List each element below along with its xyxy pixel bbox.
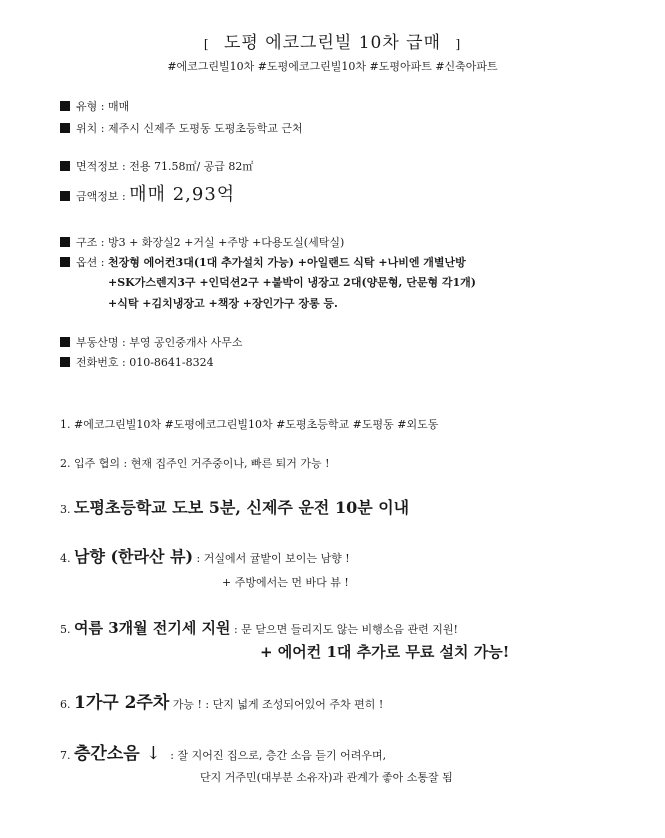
point-4: 4. 남향 (한라산 뷰) : 거실에서 귤밭이 보이는 남향 ! — [60, 547, 350, 566]
price-value: 매매 2,93억 — [129, 184, 236, 205]
bullet-square-icon — [60, 161, 70, 171]
point-5: 5. 여름 3개월 전기세 지원 : 문 닫으면 들리지도 않는 비행소음 관련 지원! — [60, 619, 458, 637]
point-1: 1. #에코그린빌10차 #도평에코그린빌10차 #도평초등학교 #도평동 #외도동 — [60, 418, 439, 431]
info-options-line2: +SK가스렌지3구 +인덕션2구 +붙박이 냉장고 2대(양문형, 단문형 각1개) — [108, 276, 477, 289]
info-area: 면적정보 : 전용 71.58㎡/ 공급 82㎡ — [60, 158, 253, 174]
point-4-line2: + 주방에서는 먼 바다 뷰 ! — [222, 576, 349, 589]
bullet-square-icon — [60, 123, 70, 133]
info-phone: 전화번호 : 010-8641-8324 — [60, 354, 214, 370]
point-7: 7. 층간소음 ↓ : 잘 지어진 집으로, 층간 소음 듣기 어려우며, — [60, 743, 387, 764]
bullet-square-icon — [60, 257, 70, 267]
info-options: 옵션 : 천장형 에어컨3대(1대 추가설치 가능) +아일랜드 식탁 +나비엔 개별난방 — [60, 254, 466, 270]
bullet-square-icon — [60, 357, 70, 367]
title-bracket-right: ] — [455, 37, 462, 51]
point-6: 6. 1가구 2주차 가능 ! : 단지 넓게 조성되어있어 주차 편히 ! — [60, 693, 384, 713]
hashtags: #에코그린빌10차 #도평에코그린빌10차 #도평아파트 #신축아파트 — [167, 60, 498, 73]
info-type: 유형 : 매매 — [60, 98, 129, 114]
info-options-line3: +식탁 +김치냉장고 +책장 +장인가구 장롱 등. — [108, 297, 338, 310]
title-bracket-left: [ — [203, 37, 210, 51]
bullet-square-icon — [60, 191, 70, 201]
info-structure: 구조 : 방3 + 화장실2 +거실 +주방 +다용도실(세탁실) — [60, 234, 344, 250]
point-2: 2. 입주 협의 : 현재 집주인 거주중이나, 빠른 퇴거 가능 ! — [60, 457, 330, 470]
down-arrow-icon: ↓ — [145, 743, 161, 764]
point-5-line2: + 에어컨 1대 추가로 무료 설치 가능! — [260, 643, 510, 661]
point-7-line2: 단지 거주민(대부분 소유자)과 관계가 좋아 소통잘 됨 — [200, 771, 453, 784]
info-agency: 부동산명 : 부영 공인중개사 사무소 — [60, 334, 242, 350]
bullet-square-icon — [60, 337, 70, 347]
title-text: 도평 에코그린빌 10차 급매 — [223, 33, 442, 53]
bullet-square-icon — [60, 101, 70, 111]
point-3: 3. 도평초등학교 도보 5분, 신제주 운전 10분 이내 — [60, 498, 410, 517]
info-location: 위치 : 제주시 신제주 도평동 도평초등학교 근처 — [60, 120, 303, 136]
bullet-square-icon — [60, 237, 70, 247]
info-price: 금액정보 : 매매 2,93억 — [60, 180, 235, 206]
page-title — [0, 28, 665, 53]
